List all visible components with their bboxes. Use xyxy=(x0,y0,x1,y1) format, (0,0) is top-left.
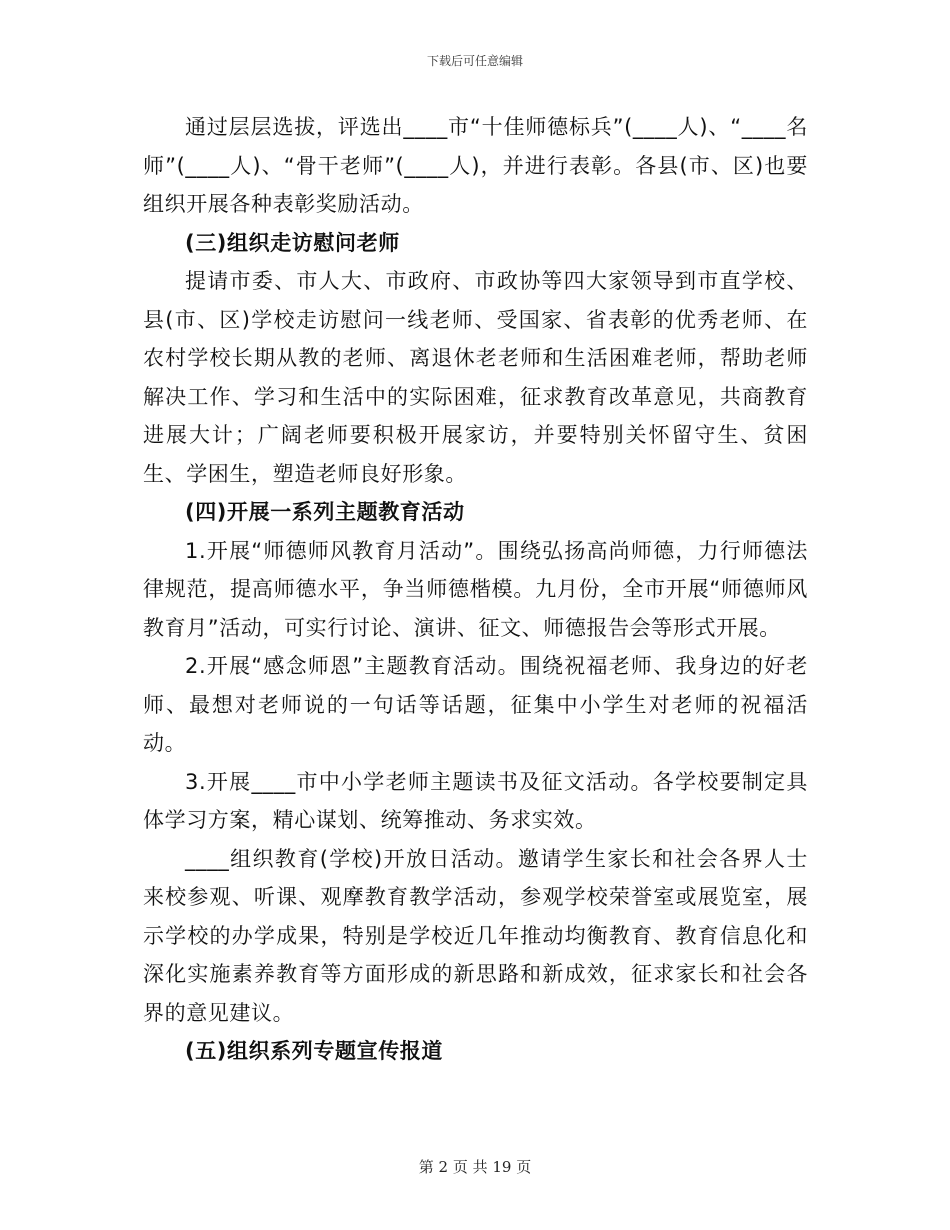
paragraph-open-day: ____组织教育(学校)开放日活动。邀请学生家长和社会各界人士来校参观、听课、观摩教育教学活动，参观学校荣誉室或展览室，展示学校的办学成果，特别是学校近几年推动均衡教育、教育信息化和深化实施素养教育等方面形成的新思路和新成效，征求家长和社会各界的意见建议。 xyxy=(143,846,808,1025)
section-heading-3: (三)组织走访慰问老师 xyxy=(185,230,400,255)
paragraph-item-2: 2.开展“感念师恩”主题教育活动。围绕祝福老师、我身边的好老师、最想对老师说的一句话等话题，征集中小学生对老师的祝福活动。 xyxy=(143,654,808,755)
section-heading-4: (四)开展一系列主题教育活动 xyxy=(185,500,465,524)
section-heading-5: (五)组织系列专题宣传报道 xyxy=(185,1039,443,1063)
document-body xyxy=(143,108,808,1071)
page-number: 第 2 页 共 19 页 xyxy=(418,1158,532,1176)
page-header: 下载后可任意编辑 xyxy=(426,54,523,68)
paragraph-awards: 通过层层选拔，评选出____市“十佳师德标兵”(____人)、“____名师”(____人)、“骨干老师”(____人)，并进行表彰。各县(市、区)也要组织开展各种表彰奖励活动。 xyxy=(143,115,808,216)
paragraph-visits: 提请市委、市人大、市政府、市政协等四大家领导到市直学校、县(市、区)学校走访慰问一线老师、受国家、省表彰的优秀老师、在农村学校长期从教的老师、离退休老老师和生活困难老师，帮助老师解决工作、学习和生活中的实际困难，征求教育改革意见，共商教育进展大计；广阔老师要积极开展家访，并要特别关怀留守生、贫困生、学困生，塑造老师良好形象。 xyxy=(143,269,808,486)
paragraph-item-1: 1.开展“师德师风教育月活动”。围绕弘扬高尚师德，力行师德法律规范，提高师德水平，争当师德楷模。九月份，全市开展“师德师风教育月”活动，可实行讨论、演讲、征文、师德报告会等形式开展。 xyxy=(143,538,808,640)
paragraph-item-3: 3.开展____市中小学老师主题读书及征文活动。各学校要制定具体学习方案，精心谋划、统筹推动、务求实效。 xyxy=(143,769,808,832)
